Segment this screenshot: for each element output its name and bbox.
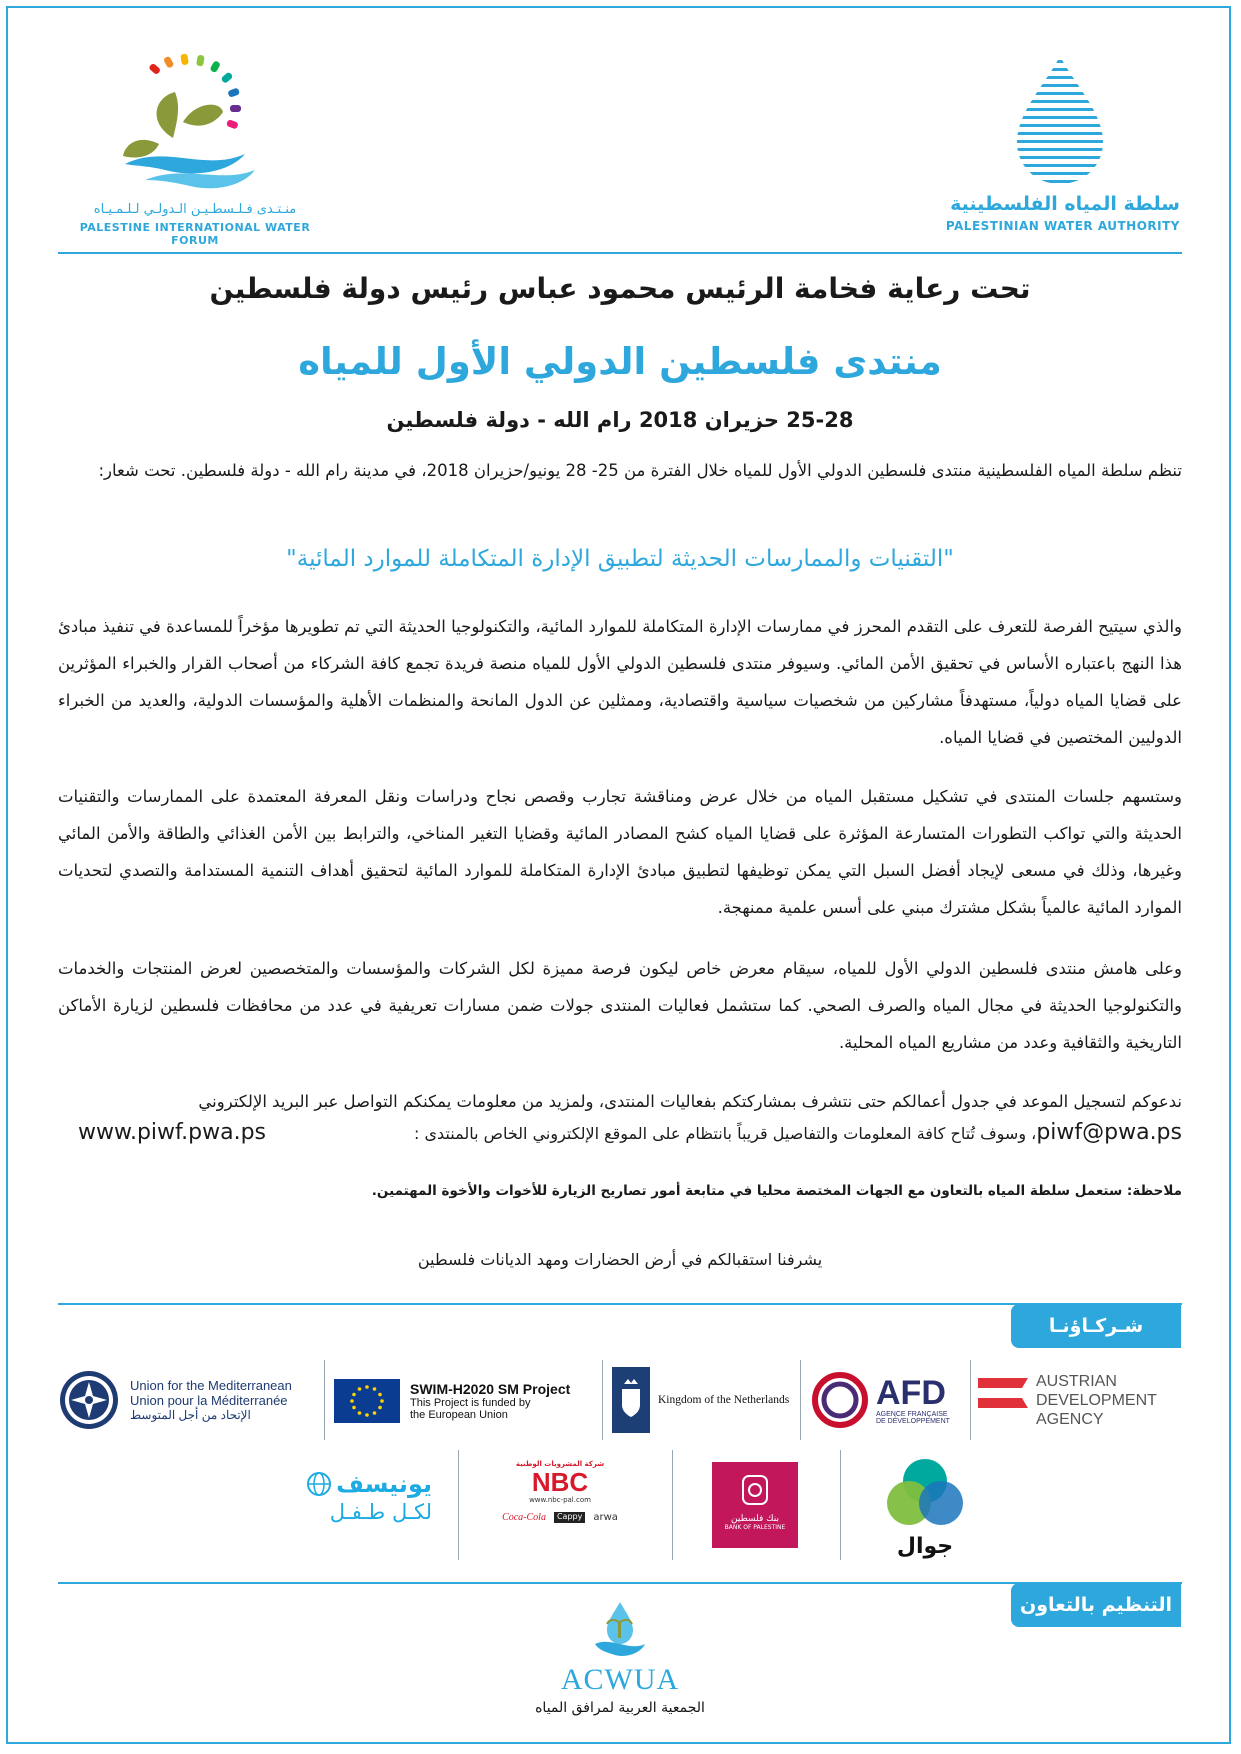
nbc-name: NBC (531, 1467, 589, 1497)
partners-tab: شـركـاؤنـا (1011, 1304, 1181, 1348)
jawwal-emblem-icon (885, 1455, 965, 1531)
austria-flag-icon (978, 1376, 1028, 1410)
partner-separator (840, 1450, 841, 1560)
afd-logo (810, 1365, 970, 1435)
ufm-name-ar: الإتحاد من أجل المتوسط (130, 1408, 251, 1422)
afd-ring-icon (810, 1370, 870, 1430)
jawwal-logo (880, 1455, 970, 1560)
ufm-name-fr: Union pour la Méditerranée (130, 1393, 288, 1408)
afd-name: AFD (876, 1374, 946, 1412)
swim-funded-line-1: This Project is funded by (410, 1397, 531, 1409)
nbc-top-ar: شركة المشروبات الوطنية (515, 1460, 605, 1468)
bank-of-palestine-logo (712, 1462, 798, 1548)
registration-text-2: ، وسوف تُتاح كافة المعلومات والتفاصيل قريباً بانتظام على الموقع الإلكتروني الخاص بالمنتدى : (414, 1124, 1037, 1143)
registration-email[interactable]: piwf@pwa.ps (1036, 1120, 1182, 1145)
swim-logo (334, 1370, 600, 1432)
acwua-name-ar: الجمعية العربية لمرافق المياه (535, 1700, 705, 1716)
bop-emblem-icon (735, 1470, 775, 1510)
eu-flag-icon (334, 1379, 400, 1423)
partner-separator (970, 1360, 971, 1440)
pwa-name-ar: سلطة المياه الفلسطينية (950, 193, 1180, 215)
partner-separator (458, 1450, 459, 1560)
ufm-name-en: Union for the Mediterranean (130, 1378, 292, 1393)
swim-title: SWIM-H2020 SM Project (410, 1381, 571, 1397)
nbc-url: www.nbc-pal.com (529, 1496, 591, 1504)
unicef-slogan-ar: لكـل طـفـل (329, 1500, 432, 1524)
piwf-name-en: PALESTINE INTERNATIONAL WATER FORUM (79, 221, 311, 247)
bop-name-en: BANK OF PALESTINE (724, 1524, 786, 1531)
ada-logo (978, 1372, 1184, 1434)
jawwal-name: جوال (896, 1534, 954, 1559)
visit-permits-note: ملاحظة: ستعمل سلطة المياه بالتعاون مع الجهات المختصة محليا في متابعة أمور تصاريح الزيارة للأخوات والأخوة المهتمين. (371, 1183, 1182, 1199)
netherlands-crest-icon (612, 1367, 650, 1433)
pwa-logo (935, 52, 1185, 242)
intro-paragraph: تنظم سلطة المياه الفلسطينية منتدى فلسطين الدولي الأول للمياه خلال الفترة من 25- 28 يونيو/حزيران 2018، في مدينة رام الله - دولة فلسطين. تحت شعار: (98, 461, 1182, 480)
brand-arwa: arwa (593, 1512, 618, 1523)
registration-line-2 (58, 1120, 1182, 1145)
forum-slogan: "التقنيات والممارسات الحديثة لتطبيق الإدارة المتكاملة للموارد المائية" (286, 546, 954, 572)
bop-name-ar: بنك فلسطين (731, 1514, 779, 1524)
ada-line-1: AUSTRIAN (1036, 1373, 1117, 1390)
acwua-abbr: ACWUA (560, 1663, 680, 1696)
partner-separator (672, 1450, 673, 1560)
swim-funded-line-2: the European Union (410, 1409, 508, 1421)
date-place: 25-28 حزيران 2018 رام الله - دولة فلسطين (386, 408, 854, 432)
ada-line-3: AGENCY (1036, 1411, 1104, 1428)
acwua-logo (520, 1600, 720, 1720)
brand-cappy: Cappy (554, 1512, 585, 1523)
piwf-name-ar: منـتـدى فـلـسطـيـن الـدولـي لـلـمـيـاه (93, 202, 297, 217)
partner-separator (602, 1360, 603, 1440)
cooperation-tab: التنظيم بالتعاون (1011, 1583, 1181, 1627)
afd-subtitle-1: AGENCE FRANÇAISE (876, 1411, 948, 1418)
netherlands-label: Kingdom of the Netherlands (658, 1394, 790, 1406)
brand-cocacola: Coca-Cola (502, 1512, 546, 1523)
unicef-logo (282, 1470, 432, 1540)
registration-website[interactable]: www.piwf.pwa.ps (78, 1120, 267, 1145)
ufm-logo (58, 1365, 316, 1435)
netherlands-logo (612, 1365, 798, 1435)
paragraph-2: وستسهم جلسات المنتدى في تشكيل مستقبل المياه من خلال عرض ومناقشة تجارب وقصص نجاح ودراسات ونقل المعرفة المعتمدة على الممارسات والتقنيات الحديثة والتي تواكب التطورات المتسارعة المؤثرة على قضايا المياه كشح المصادر المائية وقضايا التغير المناخي، والترابط بين الأمن الغذائي والطاقة والأمن المائي وغيرها، وذلك في مسعى لإيجاد أفضل السبل التي يمكن توظيفها لتطبيق مبادئ الإدارة المتكاملة للموارد المائية لتحقيق أهداف التنمية المستدامة والتصدي لتحديات الموارد المائية عالمياً بشكل مشترك مبني على أسس علمية ممنهجة. (58, 787, 1182, 917)
partner-separator (800, 1360, 801, 1440)
pwa-name-en: PALESTINIAN WATER AUTHORITY (945, 219, 1180, 233)
sponsorship-heading: تحت رعاية فخامة الرئيس محمود عباس رئيس دولة فلسطين (209, 272, 1031, 305)
partner-separator (324, 1360, 325, 1440)
olive-leaves-and-waves-icon (55, 52, 335, 192)
unicef-globe-icon (306, 1471, 332, 1497)
paragraph-3: وعلى هامش منتدى فلسطين الدولي الأول للمياه، سيقام معرض خاص ليكون فرصة مميزة لكل الشركات والمؤسسات والمتخصصين لعرض المنتجات والخدمات والتكنولوجيا الحديثة في مجال المياه والصرف الصحي. كما ستشمل فعاليات المنتدى جولات ضمن مسارات تعريفية في عدد من محافظات فلسطين لزيارة الأماكن التاريخية والثقافية وعدد من مشاريع المياه المحلية. (58, 959, 1182, 1052)
afd-subtitle-2: DE DÉVELOPPEMENT (876, 1418, 950, 1425)
header-divider (58, 252, 1182, 254)
ada-line-2: DEVELOPMENT (1036, 1392, 1157, 1409)
closing-line: يشرفنا استقبالكم في أرض الحضارات ومهد الديانات فلسطين (417, 1250, 823, 1269)
forum-title: منتدى فلسطين الدولي الأول للمياه (298, 340, 942, 383)
ufm-emblem-icon (58, 1369, 120, 1431)
nbc-logo (490, 1460, 630, 1550)
water-drop-icon (935, 52, 1185, 187)
piwf-logo (55, 52, 335, 247)
unicef-name-ar: يونيسف (336, 1470, 432, 1498)
registration-line-1: ندعوكم لتسجيل الموعد في جدول أعمالكم حتى نتشرف بمشاركتكم بفعاليات المنتدى، ولمزيد من معلومات يمكنكم التواصل عبر البريد الإلكتروني (198, 1092, 1182, 1111)
acwua-emblem-icon (585, 1600, 655, 1660)
paragraph-1: والذي سيتيح الفرصة للتعرف على التقدم المحرز في ممارسات الإدارة المتكاملة للموارد المائية، والتكنولوجيا الحديثة التي تم تطويرها مؤخراً للمساعدة في تنفيذ مبادئ هذا النهج باعتباره الأساس في تحقيق الأمن المائي. وسيوفر منتدى فلسطين الدولي الأول للمياه منصة فريدة تجمع كافة الشركاء من أصحاب القرار والخبراء المؤثرين على قضايا المياه دولياً، مستهدفاً مشاركين من شخصيات سياسية واقتصادية، وممثلين عن الدول المانحة والمنظمات الأهلية والمؤسسات الدولية، والعديد من الخبراء الدوليين المختصين في قضايا المياه. (58, 617, 1182, 747)
